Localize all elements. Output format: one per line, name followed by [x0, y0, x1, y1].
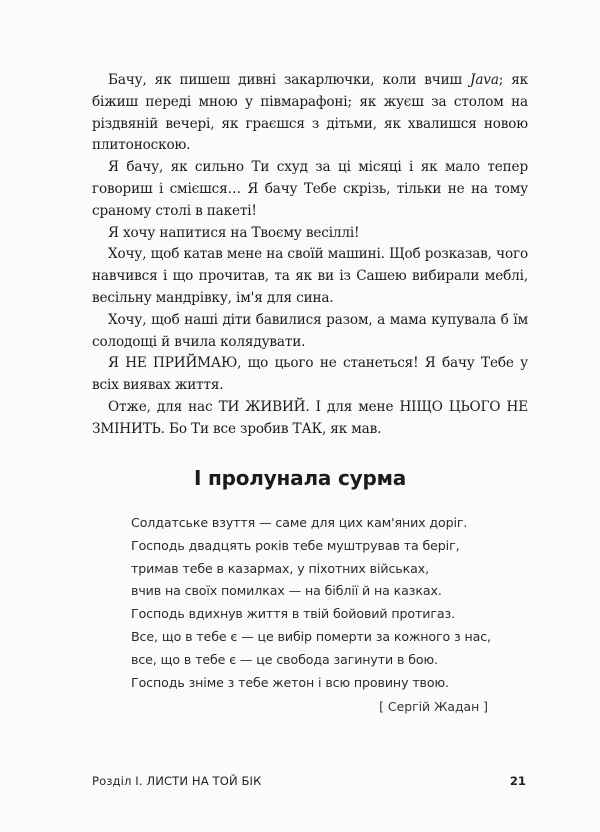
paragraph-1-start: Бачу, як пишеш дивні закарлючки, коли вчиш — [108, 72, 471, 88]
paragraph-4: Хочу, щоб катав мене на своїй машині. Щоб розказав, чого навчився і що прочитав, та як ви із Сашею вибирали меблі, весільну мандрівку, ім'я для сина. — [92, 246, 528, 306]
poem-line: Господь вдихнув життя в твій бойовий протигаз. — [131, 606, 455, 622]
poem-line: вчив на своїх помилках — на біблії й на казках. — [131, 583, 442, 599]
poem-line: все, що в тебе є — це свобода загинути в бою. — [131, 651, 438, 667]
running-footer-section: Розділ І. ЛИСТИ НА ТОЙ БІК — [92, 774, 262, 788]
poem — [131, 512, 511, 694]
paragraph-5: Хочу, щоб наші діти бавилися разом, а мама купувала б їм солодощі й вчила колядувати. — [92, 311, 528, 350]
letter-text — [92, 70, 528, 441]
paragraph-2: Я бачу, як сильно Ти схуд за ці місяці і як мало тепер говориш і смієшся… Я бачу Тебе скрізь, тільки не на тому сраному столі в пакеті! — [92, 159, 528, 219]
poem-line: Господь зніме з тебе жетон і всю провину твою. — [131, 674, 449, 690]
chapter-title: І пролунала сурма — [193, 466, 407, 490]
poem-line: тримав тебе в казармах, у піхотних військах, — [131, 560, 429, 576]
paragraph-3: Я хочу напитися на Твоєму весіллі! — [108, 224, 360, 241]
poem-line: Солдатське взуття — саме для цих кам'яних доріг. — [131, 515, 468, 530]
poem-line: Господь двадцять років тебе муштрував та беріг, — [131, 537, 460, 553]
paragraph-1-italic: Java — [470, 72, 499, 88]
poem-author: [ Сергій Жадан ] — [379, 699, 488, 714]
paragraph-1-end: ; як біжиш переді мною у півмарафоні; як жуєш за столом на різдвяній вечері, як граєшся з дітьми, як хвалишся новою плитоноскою. — [92, 72, 529, 154]
paragraph-6: Я НЕ ПРИЙМАЮ, що цього не станеться! Я бачу Тебе у всіх виявах життя. — [92, 355, 528, 394]
paragraph-1 — [92, 70, 528, 157]
page-number: 21 — [509, 774, 526, 788]
poem-line: Все, що в тебе є — це вибір померти за кожного з нас, — [131, 628, 491, 644]
paragraph-7: Отже, для нас ТИ ЖИВИЙ. І для мене НІЩО ЦЬОГО НЕ ЗМІНИТЬ. Бо Ти все зробив ТАК, як мав. — [92, 398, 528, 437]
